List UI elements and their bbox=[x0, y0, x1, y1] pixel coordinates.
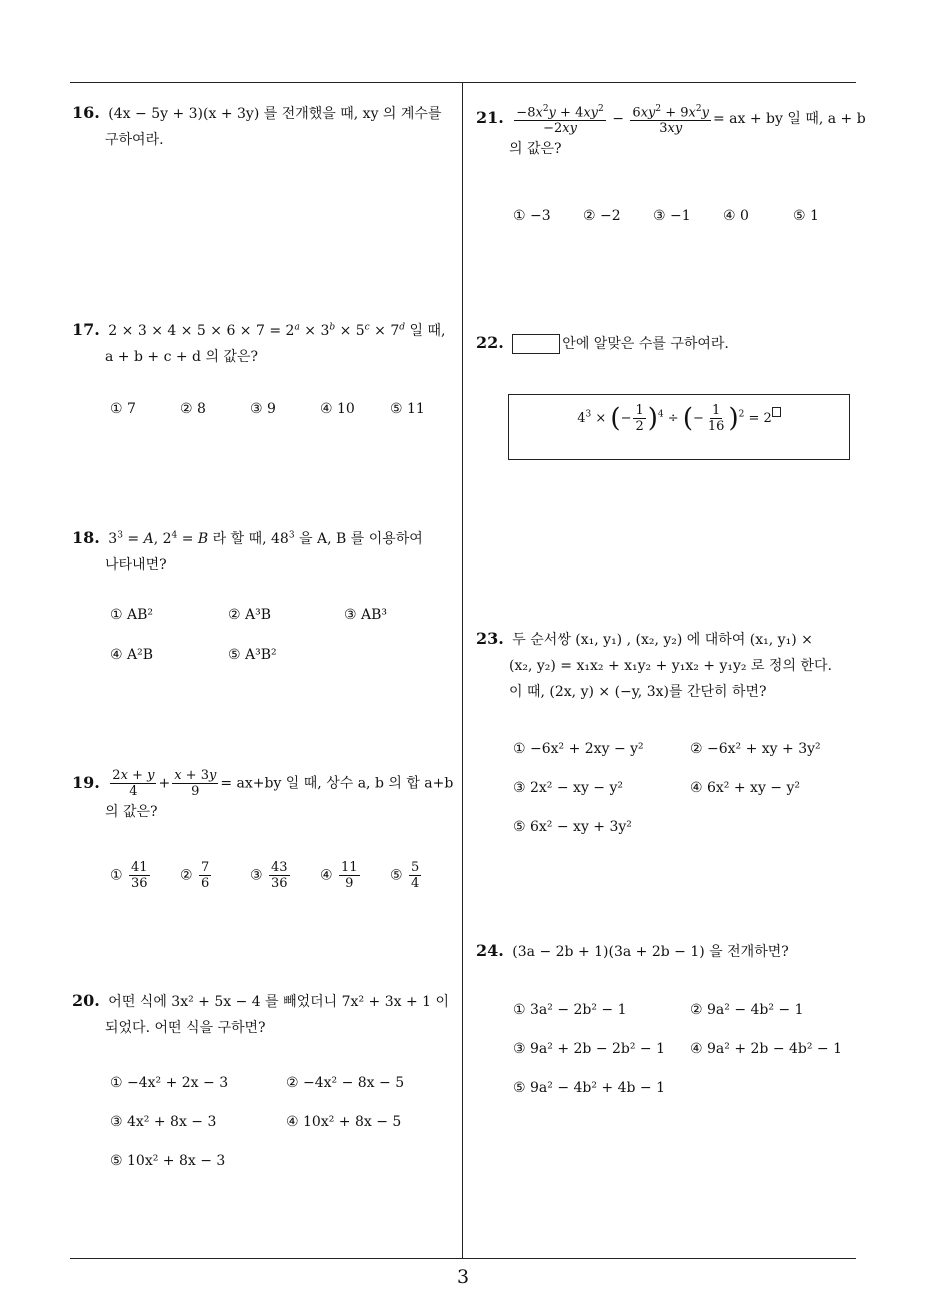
option[interactable]: ③ 9a² + 2b − 2b² − 1 bbox=[513, 1041, 666, 1057]
option[interactable]: ④ 10 bbox=[320, 401, 355, 417]
option[interactable]: ② 8 bbox=[180, 401, 206, 417]
question-text: 나타내면? bbox=[105, 556, 167, 573]
fraction: $\frac{-8x^2y + 4xy^2}{-2xy}$ bbox=[516, 104, 604, 137]
exponent-box bbox=[772, 407, 781, 417]
question-21: 21. $\frac{-8x^2y + 4xy^2}{-2xy}$ − $\frac{6xy^2 + 9x^2y}{3xy}$ = ax + by 일 때, a + b 의 값은? bbox=[476, 104, 866, 158]
option[interactable]: ③ −1 bbox=[653, 208, 691, 224]
option[interactable]: ⑤ $\frac{5}{4}$ bbox=[390, 860, 420, 891]
question-number: 22. bbox=[476, 333, 504, 352]
option[interactable]: ② −4x² − 8x − 5 bbox=[286, 1075, 405, 1091]
option[interactable]: ④ 0 bbox=[723, 208, 749, 224]
expression-box bbox=[508, 394, 850, 460]
question-17 bbox=[72, 314, 457, 370]
fraction: $\frac{6xy^2 + 9x^2y}{3xy}$ bbox=[632, 104, 709, 137]
option[interactable]: ② −2 bbox=[583, 208, 621, 224]
option[interactable]: ② −6x² + xy + 3y² bbox=[690, 741, 821, 757]
question-number: 16. bbox=[72, 103, 100, 122]
fraction: $\frac{x + 3y}{9}$ bbox=[174, 768, 217, 799]
option[interactable]: ⑤ 9a² − 4b² + 4b − 1 bbox=[513, 1080, 666, 1096]
question-text: (x₂, y₂) = x₁x₂ + x₁y₂ + y₁x₂ + y₁y₂ 로 정의 한다. bbox=[509, 658, 832, 674]
question-number: 17. bbox=[72, 319, 100, 339]
question-18 bbox=[72, 522, 457, 578]
option[interactable]: ④ 9a² + 2b − 4b² − 1 bbox=[690, 1041, 843, 1057]
question-text: = ax + by 일 때, a + b bbox=[712, 111, 866, 128]
option[interactable]: ② $\frac{7}{6}$ bbox=[180, 860, 210, 891]
option[interactable]: ① −4x² + 2x − 3 bbox=[110, 1075, 229, 1091]
option[interactable]: ① AB² bbox=[110, 607, 154, 623]
question-23 bbox=[476, 626, 866, 705]
question-text: = ax+by 일 때, 상수 a, b 의 합 a+b bbox=[220, 775, 454, 792]
question-number: 24. bbox=[476, 941, 504, 960]
option[interactable]: ④ 10x² + 8x − 5 bbox=[286, 1114, 402, 1130]
question-number: 21. bbox=[476, 108, 504, 128]
top-rule bbox=[70, 82, 856, 83]
option[interactable]: ② A³B bbox=[228, 607, 272, 623]
option[interactable]: ⑤ 1 bbox=[793, 208, 819, 224]
option[interactable]: ① −6x² + 2xy − y² bbox=[513, 741, 644, 757]
question-number: 23. bbox=[476, 629, 504, 648]
option[interactable]: ③ $\frac{43}{36}$ bbox=[250, 860, 288, 891]
question-text: (3a − 2b + 1)(3a + 2b − 1) 을 전개하면? bbox=[512, 944, 789, 960]
question-text: 이 때, (2x, y) × (−y, 3x)를 간단히 하면? bbox=[509, 684, 767, 700]
question-text: 의 값은? bbox=[105, 804, 158, 820]
question-text: $2 \times 3 \times 4 \times 5 \times 6 \times 7 = 2^a \times 3^b \times 5^c \times 7^d$ 일 때, bbox=[108, 322, 446, 339]
option[interactable]: ① −3 bbox=[513, 208, 551, 224]
option[interactable]: ① 3a² − 2b² − 1 bbox=[513, 1002, 627, 1018]
page-number: 3 bbox=[456, 1266, 470, 1288]
question-number: 20. bbox=[72, 991, 100, 1010]
option[interactable]: ③ AB³ bbox=[344, 607, 388, 623]
question-text: 구하여라. bbox=[105, 132, 164, 148]
option[interactable]: ⑤ A³B² bbox=[228, 647, 277, 663]
option[interactable]: ⑤ 10x² + 8x − 3 bbox=[110, 1153, 226, 1169]
question-19: 19. $\frac{2x + y}{4}$ + $\frac{x + 3y}{9}$ = ax+by 일 때, 상수 a, b 의 합 a+b 의 값은? bbox=[72, 768, 454, 820]
question-text: 두 순서쌍 (x₁, y₁) , (x₂, y₂) 에 대하여 (x₁, y₁) × bbox=[512, 632, 813, 648]
option[interactable]: ③ 9 bbox=[250, 401, 276, 417]
bottom-rule bbox=[70, 1258, 856, 1259]
option[interactable]: ④ A²B bbox=[110, 647, 154, 663]
option[interactable]: ⑤ 6x² − xy + 3y² bbox=[513, 819, 632, 835]
question-20 bbox=[72, 988, 462, 1041]
question-22 bbox=[476, 330, 866, 357]
option[interactable]: ① $\frac{41}{36}$ bbox=[110, 860, 148, 891]
option[interactable]: ⑤ 11 bbox=[390, 401, 425, 417]
question-text: 되었다. 어떤 식을 구하면? bbox=[105, 1020, 266, 1036]
column-divider bbox=[462, 83, 463, 1259]
option[interactable]: ② 9a² − 4b² − 1 bbox=[690, 1002, 804, 1018]
question-24 bbox=[476, 938, 866, 965]
question-text: 안에 알맞은 수를 구하여라. bbox=[562, 336, 729, 352]
question-text: a + b + c + d 의 값은? bbox=[105, 348, 258, 365]
option[interactable]: ③ 4x² + 8x − 3 bbox=[110, 1114, 217, 1130]
option[interactable]: ① 7 bbox=[110, 401, 136, 417]
option[interactable]: ④ $\frac{11}{9}$ bbox=[320, 860, 358, 891]
question-text-suffix: 일 때, bbox=[409, 322, 446, 339]
question-text: 의 값은? bbox=[509, 141, 562, 158]
question-text: 어떤 식에 3x² + 5x − 4 를 빼었더니 7x² + 3x + 1 이 bbox=[108, 994, 450, 1010]
question-text: $3^3 = A$, $2^4 = B$ 라 할 때, $48^3$ 을 A, B 를 이용하여 bbox=[108, 530, 423, 547]
answer-box[interactable] bbox=[512, 334, 560, 354]
question-number: 18. bbox=[72, 527, 100, 547]
question-number: 19. bbox=[72, 772, 100, 792]
option[interactable]: ④ 6x² + xy − y² bbox=[690, 780, 801, 796]
fraction: $\frac{2x + y}{4}$ bbox=[112, 768, 155, 799]
expression: $4^3$ × (− $\frac{1}{2}$ )$^4$ ÷ (− $\frac{1}{16}$ )$^2$ = 2 bbox=[509, 403, 849, 434]
question-16 bbox=[72, 100, 457, 153]
option[interactable]: ③ 2x² − xy − y² bbox=[513, 780, 624, 796]
question-text: (4x − 5y + 3)(x + 3y) 를 전개했을 때, xy 의 계수를 bbox=[108, 106, 442, 122]
